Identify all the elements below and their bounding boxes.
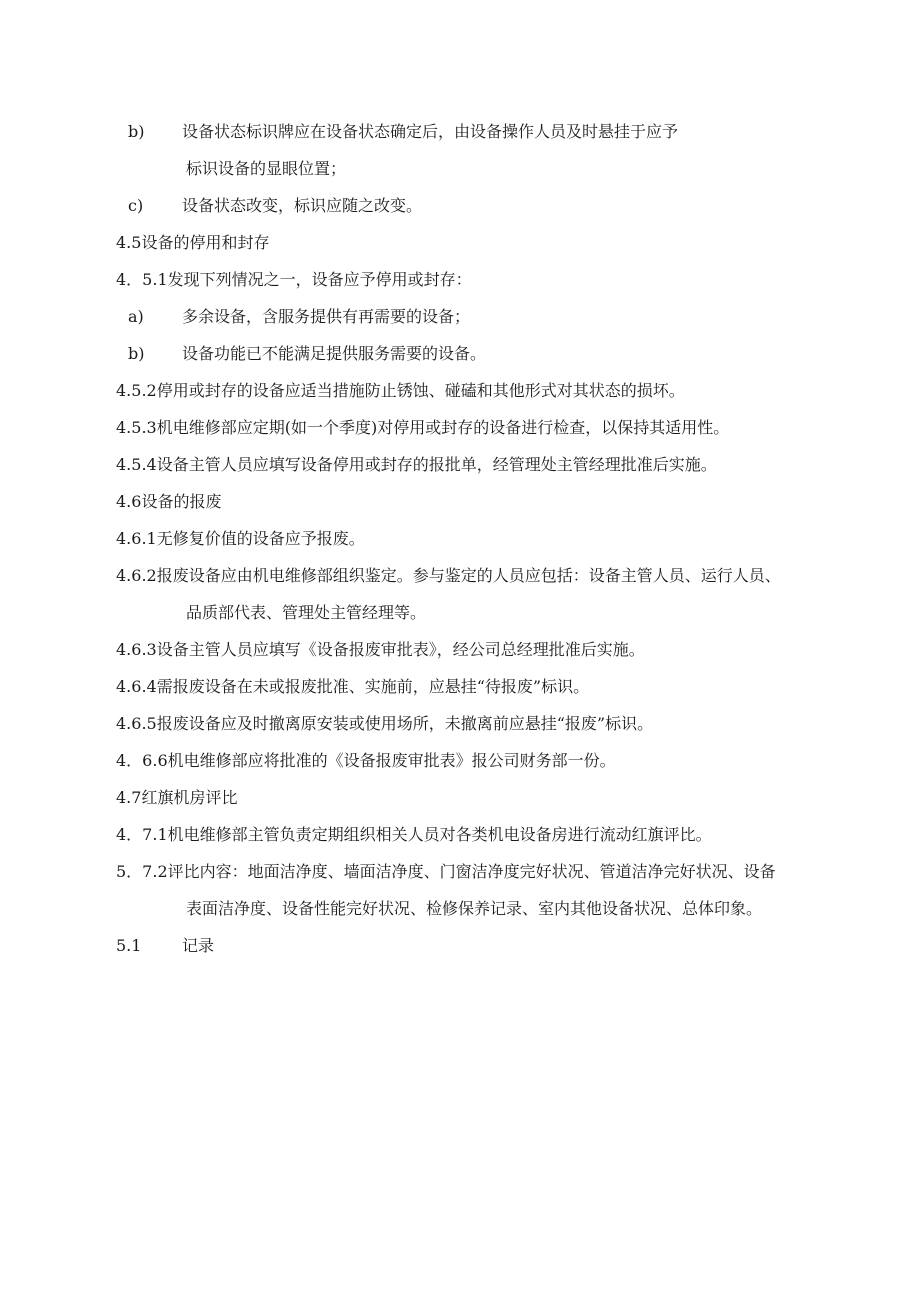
paragraph-text: 设备状态改变，标识应随之改变。 <box>182 196 423 215</box>
list-marker: b) <box>128 344 145 363</box>
paragraph-text: 品质部代表、管理处主管经理等。 <box>186 603 427 622</box>
clause-text: 4.6.4需报废设备在未或报废批准、实施前，应悬挂“待报废”标识。 <box>116 677 590 696</box>
clause-text: 5．7.2评比内容：地面洁净度、墙面洁净度、门窗洁净度完好状况、管道洁净完好状况、设备 <box>116 862 776 881</box>
clause-text: 4．6.6机电维修部应将批准的《设备报废审批表》报公司财务部一份。 <box>116 751 616 770</box>
clause-text: 4.5.4设备主管人员应填写设备停用或封存的报批单，经管理处主管经理批准后实施。 <box>116 455 717 474</box>
clause-text: 4.6.3设备主管人员应填写《设备报废审批表》，经公司总经理批准后实施。 <box>116 640 645 659</box>
section-heading: 4.7红旗机房评比 <box>116 788 238 807</box>
paragraph-text: 标识设备的显眼位置； <box>186 159 347 178</box>
clause-text: 4.6.2报废设备应由机电维修部组织鉴定。参与鉴定的人员应包括：设备主管人员、运行人员、 <box>116 566 781 585</box>
clause-text: 4．5.1发现下列情况之一，设备应予停用或封存： <box>116 270 472 289</box>
list-marker: b) <box>128 122 145 141</box>
clause-text: 4.6.5报废设备应及时撤离原安装或使用场所，未撤离前应悬挂“报废”标识。 <box>116 714 654 733</box>
list-marker: a) <box>128 307 144 326</box>
section-number: 5.1 <box>116 936 142 955</box>
clause-text: 4.5.2停用或封存的设备应适当措施防止锈蚀、碰磕和其他形式对其状态的损坏。 <box>116 381 685 400</box>
paragraph-text: 设备功能已不能满足提供服务需要的设备。 <box>182 344 487 363</box>
section-heading: 记录 <box>182 936 215 955</box>
clause-text: 4.6.1无修复价值的设备应予报废。 <box>116 529 365 548</box>
paragraph-text: 多余设备，含服务提供有再需要的设备； <box>182 307 471 326</box>
paragraph-text: 设备状态标识牌应在设备状态确定后，由设备操作人员及时悬挂于应予 <box>182 122 679 141</box>
clause-text: 4.5.3机电维修部应定期(如一个季度)对停用或封存的设备进行检查，以保持其适用性。 <box>116 418 730 437</box>
list-marker: c) <box>128 196 144 215</box>
section-heading: 4.5设备的停用和封存 <box>116 233 270 252</box>
clause-text: 4．7.1机电维修部主管负责定期组织相关人员对各类机电设备房进行流动红旗评比。 <box>116 825 712 844</box>
paragraph-text: 表面洁净度、设备性能完好状况、检修保养记录、室内其他设备状况、总体印象。 <box>186 899 763 918</box>
section-heading: 4.6设备的报废 <box>116 492 222 511</box>
